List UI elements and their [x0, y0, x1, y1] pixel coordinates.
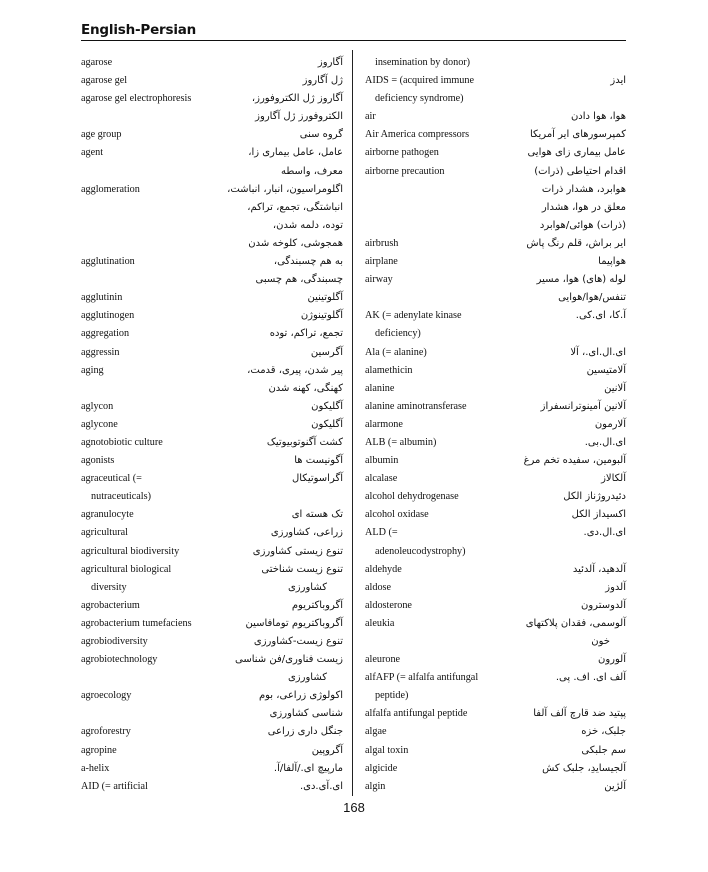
persian-translation: پپتید ضد قارچ آلف آلفا — [533, 708, 626, 720]
glossary-entry — [365, 687, 626, 705]
glossary-entry — [81, 506, 343, 524]
persian-translation: ایدز — [610, 75, 626, 87]
persian-translation: عامل، عامل بیماری زا، — [248, 147, 343, 159]
english-term: airborne pathogen — [365, 147, 439, 159]
glossary-entry — [81, 199, 343, 217]
english-term: agranulocyte — [81, 509, 134, 521]
persian-translation: معلق در هوا، هشدار — [541, 201, 626, 213]
glossary-entry — [81, 235, 343, 253]
glossary-entry — [81, 452, 343, 470]
glossary-entry — [81, 344, 343, 362]
persian-translation: آلورون — [598, 654, 626, 666]
persian-translation: آگلوتینوژن — [300, 310, 343, 322]
persian-translation: معرف، واسطه — [280, 165, 343, 177]
glossary-entry — [365, 163, 626, 181]
english-term: Ala (= alanine) — [365, 346, 427, 358]
persian-translation: تک هسته ای — [291, 509, 343, 521]
glossary-entry — [365, 597, 626, 615]
english-term: agrobacterium tumefaciens — [81, 617, 192, 629]
english-term: agarose — [81, 57, 113, 68]
english-term: aldosterone — [365, 599, 412, 611]
glossary-entry — [365, 235, 626, 253]
persian-translation: آگرسین — [310, 346, 343, 358]
persian-translation: خون — [591, 636, 610, 647]
english-term: airplane — [365, 256, 398, 268]
persian-translation: هواپیما — [598, 256, 626, 268]
glossary-entry — [81, 543, 343, 561]
english-term: agrobiodiversity — [81, 636, 148, 647]
english-term: Air America compressors — [365, 129, 470, 141]
glossary-entry — [81, 398, 343, 416]
glossary-entry — [365, 723, 626, 741]
english-term: albumin — [365, 455, 399, 467]
glossary-entry — [365, 633, 626, 651]
english-term: agroforestry — [81, 726, 131, 738]
glossary-entry — [81, 524, 343, 542]
english-term: alcohol dehydrogenase — [365, 491, 459, 503]
english-term: agricultural — [81, 527, 128, 539]
english-term: agglutination — [81, 256, 135, 268]
english-term: airway — [365, 274, 393, 286]
glossary-entry — [365, 271, 626, 289]
english-term: alanine — [365, 382, 395, 394]
glossary-entry — [81, 144, 343, 162]
english-term: aggregation — [81, 328, 130, 340]
glossary-entry — [365, 344, 626, 362]
persian-translation: جنگل داری زراعی — [267, 726, 343, 738]
english-term: agarose gel electrophoresis — [81, 93, 192, 105]
persian-translation: آگاروز — [317, 57, 343, 68]
glossary-entry — [81, 615, 343, 633]
persian-translation: آگلیکون — [311, 400, 343, 412]
english-term: algal toxin — [365, 744, 409, 756]
glossary-entry — [365, 651, 626, 669]
glossary-entry — [365, 126, 626, 144]
english-term: agroecology — [81, 690, 132, 702]
glossary-entry — [365, 760, 626, 778]
english-term: aleurone — [365, 654, 401, 666]
english-term: agonists — [81, 455, 115, 467]
persian-translation: گروه سنی — [299, 129, 343, 141]
persian-translation: جلبک، خزه — [581, 726, 626, 738]
english-term: algin — [365, 780, 386, 792]
persian-translation: هوابرد، هشدار ذرات — [541, 183, 626, 195]
glossary-entry — [81, 325, 343, 343]
persian-translation: آلوسمی، فقدان پلاکتهای — [525, 617, 626, 629]
persian-translation: ای.ال.بی. — [584, 436, 626, 448]
glossary-entry — [365, 524, 626, 542]
glossary-entry — [81, 597, 343, 615]
persian-translation: ای.ال.دی. — [583, 527, 626, 539]
glossary-entry — [81, 561, 343, 579]
column-divider — [352, 50, 353, 796]
persian-translation: آگلیکون — [311, 418, 343, 430]
english-term: alcohol oxidase — [365, 509, 429, 521]
glossary-entry — [81, 54, 343, 72]
persian-translation: الکتروفورز ژل آگاروز — [255, 111, 343, 123]
right-column — [365, 54, 626, 796]
glossary-entry — [365, 72, 626, 90]
glossary-entry — [365, 253, 626, 271]
persian-translation: پیر شدن، پیری، قدمت، — [247, 364, 343, 376]
glossary-entry — [81, 488, 343, 506]
glossary-entry — [81, 181, 343, 199]
english-term: a-helix — [81, 762, 110, 774]
persian-translation: شناسی کشاورزی — [269, 708, 343, 720]
glossary-entry — [81, 217, 343, 235]
glossary-entry — [365, 506, 626, 524]
english-term: aldose — [365, 581, 392, 593]
english-term: agricultural biodiversity — [81, 545, 180, 557]
glossary-entry — [365, 416, 626, 434]
persian-translation: زیست فناوری/فن شناسی — [235, 654, 343, 666]
persian-translation: اگلومراسیون، انبار، انباشت، — [227, 183, 343, 195]
glossary-entry — [81, 163, 343, 181]
persian-translation: کهنگی، کهنه شدن — [268, 382, 343, 394]
english-term: algae — [365, 726, 387, 738]
glossary-entry — [81, 289, 343, 307]
persian-translation: مارپیچ ای./آلفا/آ. — [273, 762, 343, 774]
english-term: agrobacterium — [81, 599, 140, 611]
persian-translation: انباشتگی، تجمع، تراکم، — [247, 201, 343, 213]
english-term: agraceutical (= — [81, 473, 142, 485]
persian-translation: لوله (های) هوا، مسیر — [536, 274, 626, 286]
english-term: aging — [81, 364, 104, 376]
english-term: diversity — [91, 581, 127, 593]
english-term: agropine — [81, 744, 117, 756]
glossary-entry — [81, 416, 343, 434]
glossary-entry — [365, 615, 626, 633]
english-term: alarmone — [365, 418, 403, 430]
glossary-entry — [365, 289, 626, 307]
english-term: aldehyde — [365, 563, 402, 575]
glossary-entry — [365, 705, 626, 723]
persian-translation: آلکالاز — [601, 473, 626, 485]
english-term: algicide — [365, 762, 398, 774]
persian-translation: کشت آگنوتوبیوتیک — [266, 436, 343, 448]
glossary-entry — [81, 434, 343, 452]
glossary-entry — [365, 307, 626, 325]
persian-translation: آگروپین — [311, 744, 343, 756]
glossary-entry — [81, 633, 343, 651]
english-term: nutraceuticals) — [91, 491, 151, 503]
persian-translation: دئیدروژناز الکل — [563, 491, 626, 503]
english-term: AIDS = (acquired immune — [365, 75, 475, 87]
glossary-entry — [365, 362, 626, 380]
english-term: ALD (= — [365, 527, 398, 539]
persian-translation: آگراسوتیکال — [291, 473, 343, 485]
english-term: alcalase — [365, 473, 398, 485]
persian-translation: آگروباکتریوم — [291, 599, 343, 611]
english-term: age group — [81, 129, 122, 141]
glossary-entry — [365, 199, 626, 217]
glossary-entry — [81, 90, 343, 108]
persian-translation: ایر براش، قلم رنگ پاش — [526, 237, 626, 249]
persian-translation: سم جلبکی — [581, 744, 626, 756]
english-term: peptide) — [375, 690, 409, 702]
english-term: AK (= adenylate kinase — [365, 310, 462, 322]
persian-translation: هوا، هوا دادن — [570, 111, 626, 123]
glossary-entry — [81, 362, 343, 380]
english-term: agricultural biological — [81, 563, 172, 575]
persian-translation: کشاورزی — [287, 672, 327, 684]
persian-translation: کمپرسورهای ایر آمریکا — [529, 129, 626, 141]
persian-translation: ژل آگاروز — [302, 75, 343, 87]
persian-translation: آلدوز — [605, 581, 626, 593]
glossary-entry — [365, 144, 626, 162]
glossary-entry — [365, 380, 626, 398]
english-term: airborne precaution — [365, 165, 445, 177]
glossary-entry — [365, 54, 626, 72]
persian-translation: آلدوسترون — [581, 599, 626, 611]
glossary-entry — [365, 470, 626, 488]
english-term: alfAFP (= alfalfa antifungal — [365, 672, 479, 684]
persian-translation: ای.آی.دی. — [299, 780, 343, 792]
header-title: English-Persian — [81, 22, 197, 38]
english-term: agarose gel — [81, 75, 128, 87]
glossary-entry — [365, 108, 626, 126]
glossary-entry — [365, 181, 626, 199]
persian-translation: (ذرات) هوائی/هوابرد — [539, 219, 626, 231]
glossary-entry — [81, 72, 343, 90]
persian-translation: آلدهید، آلدئید — [572, 563, 626, 575]
glossary-entry — [81, 253, 343, 271]
english-term: ALB (= albumin) — [365, 436, 437, 448]
english-term: alamethicin — [365, 364, 413, 376]
persian-translation: آلبومین، سفیده تخم مرغ — [523, 455, 626, 467]
persian-translation: آلانین — [604, 382, 626, 394]
persian-translation: آگونیست ها — [294, 455, 343, 467]
persian-translation: اقدام احتیاطی (ذرات) — [534, 165, 626, 177]
english-term: alanine aminotransferase — [365, 400, 467, 412]
glossary-entry — [365, 452, 626, 470]
persian-translation: به هم چسبندگی، — [273, 256, 343, 268]
glossary-entry — [81, 705, 343, 723]
persian-translation: اکولوژی زراعی، بوم — [258, 690, 343, 702]
persian-translation: عامل بیماری زای هوایی — [527, 147, 626, 159]
english-term: aglycone — [81, 418, 118, 430]
english-term: aggressin — [81, 346, 120, 358]
english-term: agglomeration — [81, 183, 140, 195]
persian-translation: ای.ال.ای.، آلا — [570, 346, 626, 358]
glossary-entry — [365, 90, 626, 108]
glossary-entry — [81, 579, 343, 597]
glossary-entry — [81, 108, 343, 126]
glossary-entry — [81, 271, 343, 289]
english-term: deficiency) — [375, 328, 421, 340]
persian-translation: آلارمون — [594, 418, 626, 430]
glossary-entry — [365, 398, 626, 416]
persian-translation: آ.کا، ای.کی. — [575, 310, 626, 322]
persian-translation: تنوع زیست-کشاورزی — [253, 636, 343, 647]
glossary-entry — [81, 126, 343, 144]
english-term: aglycon — [81, 400, 114, 412]
persian-translation: تنوع زیستی کشاورزی — [252, 545, 343, 557]
english-term: agent — [81, 147, 104, 159]
page-number: 168 — [343, 800, 365, 815]
english-term: alfalfa antifungal peptide — [365, 708, 468, 720]
persian-translation: اکسیداز الکل — [571, 509, 626, 521]
glossary-entry — [365, 488, 626, 506]
persian-translation: همجوشی، کلوخه شدن — [248, 237, 343, 249]
english-term: agglutinin — [81, 292, 123, 304]
glossary-entry — [81, 742, 343, 760]
glossary-entry — [365, 669, 626, 687]
glossary-entry — [81, 778, 343, 796]
glossary-entry — [81, 307, 343, 325]
persian-translation: زراعی، کشاورزی — [270, 527, 343, 539]
left-column — [81, 54, 343, 796]
english-term: aleukia — [365, 617, 395, 629]
persian-translation: آلامتیسین — [586, 364, 626, 376]
english-term: adenoleucodystrophy) — [375, 545, 466, 557]
glossary-entry — [81, 760, 343, 778]
glossary-entry — [365, 543, 626, 561]
persian-translation: آلجیسایدِ، جلبک کش — [542, 762, 626, 774]
glossary-entry — [81, 669, 343, 687]
glossary-entry — [365, 325, 626, 343]
glossary-entry — [365, 217, 626, 235]
persian-translation: آگروباکتریوم تومافاسین — [245, 617, 343, 629]
persian-translation: آگلوتینین — [307, 292, 343, 304]
glossary-entry — [81, 380, 343, 398]
english-term: airbrush — [365, 237, 399, 249]
persian-translation: توده، دلمه شدن، — [272, 219, 343, 231]
glossary-entry — [81, 723, 343, 741]
english-term: agnotobiotic culture — [81, 436, 163, 448]
persian-translation: آلژین — [604, 780, 626, 792]
english-term: insemination by donor) — [375, 57, 471, 68]
persian-translation: آلانین آمینوترانسفراز — [540, 400, 626, 412]
persian-translation: آلف ای. اف. پی. — [555, 672, 626, 684]
glossary-entry — [81, 651, 343, 669]
persian-translation: کشاورزی — [287, 581, 327, 593]
english-term: AID (= artificial — [81, 780, 148, 792]
english-term: agrobiotechnology — [81, 654, 158, 666]
glossary-entry — [365, 561, 626, 579]
persian-translation: چسبندگی، هم چسبی — [255, 274, 343, 286]
english-term: deficiency syndrome) — [375, 93, 464, 105]
glossary-entry — [365, 579, 626, 597]
persian-translation: آگاروز ژل الکتروفورز، — [251, 93, 343, 105]
glossary-entry — [365, 778, 626, 796]
english-term: air — [365, 111, 376, 123]
persian-translation: تنوع زیست شناختی — [261, 563, 343, 575]
glossary-entry — [81, 687, 343, 705]
glossary-entry — [365, 742, 626, 760]
persian-translation: تنفس/هوا/هوایی — [558, 292, 626, 304]
glossary-entry — [365, 434, 626, 452]
english-term: agglutinogen — [81, 310, 135, 322]
glossary-entry — [81, 470, 343, 488]
page-header — [81, 18, 626, 41]
persian-translation: تجمع، تراکم، توده — [269, 328, 343, 340]
